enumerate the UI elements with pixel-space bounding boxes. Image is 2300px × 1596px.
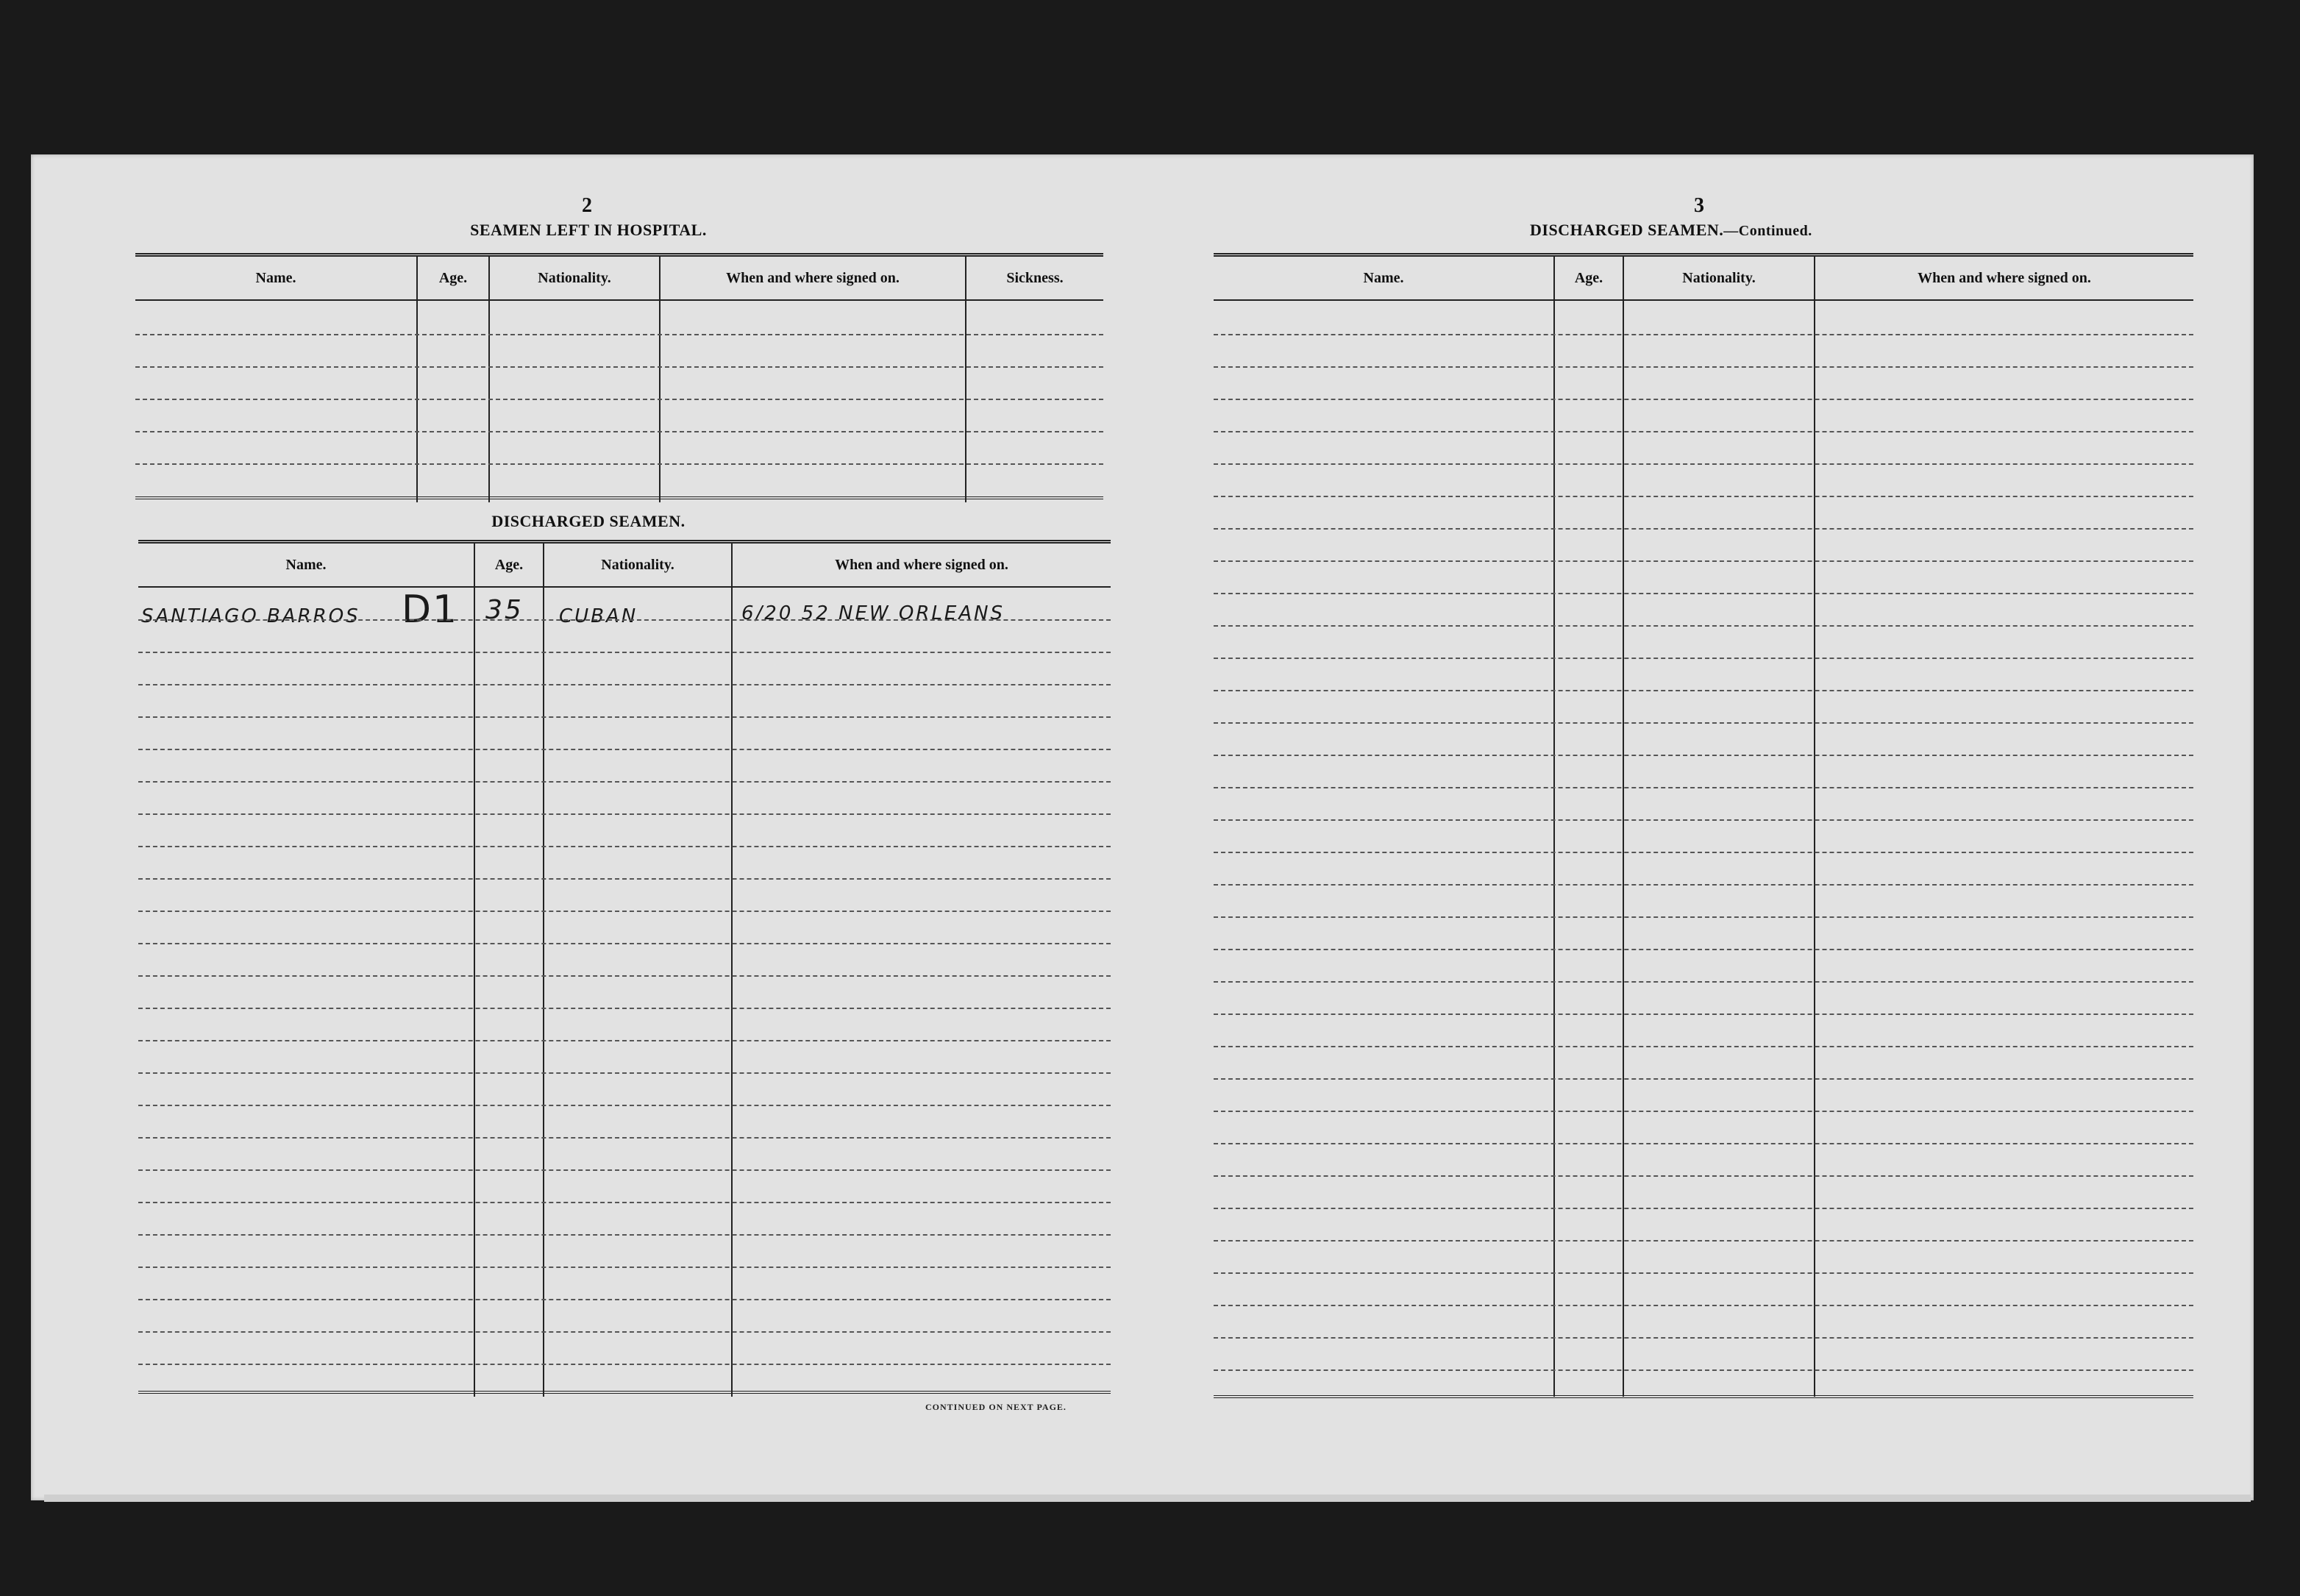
column-header-name: Name. (285, 557, 327, 573)
hospital-table-header (135, 257, 1103, 301)
table-row (1214, 657, 2193, 659)
table-row (1214, 463, 2193, 465)
continued-note: CONTINUED ON NEXT PAGE. (925, 1402, 1067, 1412)
entry-signed-on: 6/20 52 NEW ORLEANS (741, 602, 1005, 624)
column-header-nationality: Nationality. (538, 270, 611, 286)
column-header-nationality: Nationality. (1682, 270, 1756, 286)
table-row (138, 1136, 1111, 1139)
ledger-sheet (31, 154, 2254, 1500)
table-row (138, 1266, 1111, 1268)
column-header-signed-on: When and where signed on. (726, 270, 900, 286)
table-row (138, 1363, 1111, 1365)
table-row (1214, 592, 2193, 594)
entry-mark: D1 (402, 588, 459, 632)
table-row (1214, 1077, 2193, 1080)
table-row (138, 748, 1111, 750)
table-row (1214, 819, 2193, 821)
column-header-age: Age. (1574, 270, 1603, 286)
table-row (138, 1233, 1111, 1236)
table-row (135, 430, 1103, 432)
column-rule (1623, 257, 1624, 1397)
table-row (1214, 689, 2193, 691)
page-number: 3 (1694, 194, 1704, 217)
table-row (1214, 1272, 2193, 1274)
hospital-section-title: SEAMEN LEFT IN HOSPITAL. (470, 221, 707, 239)
table-row (1214, 1013, 2193, 1015)
table-row (138, 845, 1111, 847)
column-rule (731, 544, 733, 1397)
column-header-nationality: Nationality. (601, 557, 674, 573)
table-row (138, 877, 1111, 880)
table-row (1214, 333, 2193, 335)
discharged-continued-header (1214, 257, 2193, 301)
table-row (1214, 786, 2193, 788)
table-row (138, 683, 1111, 685)
table-end-rule (138, 1391, 1111, 1394)
table-row (1214, 883, 2193, 886)
table-row (1214, 1045, 2193, 1047)
discharged-continued-table (1214, 253, 2193, 1404)
entry-nationality: CUBAN (559, 605, 638, 627)
table-end-rule (1214, 1395, 2193, 1398)
table-row (1214, 851, 2193, 853)
table-row (138, 1330, 1111, 1333)
column-rule (474, 544, 475, 1397)
column-header-name: Name. (1363, 270, 1404, 286)
table-row (135, 398, 1103, 400)
table-row (1214, 624, 2193, 627)
table-row (138, 1039, 1111, 1041)
table-row (138, 1104, 1111, 1106)
table-row (138, 651, 1111, 653)
column-header-name: Name. (255, 270, 296, 286)
column-rule (1814, 257, 1815, 1397)
table-row (138, 1072, 1111, 1074)
table-row (1214, 527, 2193, 530)
table-row (138, 910, 1111, 912)
table-row (138, 813, 1111, 815)
table-row (1214, 722, 2193, 724)
table-row (1214, 560, 2193, 562)
column-header-signed-on: When and where signed on. (1918, 270, 2091, 286)
page-number: 2 (582, 194, 592, 217)
column-header-sickness: Sickness. (1006, 270, 1064, 286)
hospital-table (135, 253, 1103, 507)
right-section-title (1530, 221, 1812, 240)
table-row (1214, 1175, 2193, 1177)
table-row (1214, 1239, 2193, 1241)
section-title-suffix: —Continued. (1723, 223, 1812, 239)
table-row (1214, 1110, 2193, 1112)
section-title-main: DISCHARGED SEAMEN. (1530, 221, 1724, 239)
table-row (138, 942, 1111, 944)
column-rule (1553, 257, 1555, 1397)
table-row (1214, 366, 2193, 368)
sheet-edge (44, 1495, 2251, 1502)
table-row (138, 1007, 1111, 1009)
discharged-section-title: DISCHARGED SEAMEN. (491, 512, 686, 530)
table-row (138, 1169, 1111, 1171)
table-row (138, 716, 1111, 718)
table-row (1214, 754, 2193, 756)
table-row (1214, 1369, 2193, 1371)
table-end-rule (135, 496, 1103, 499)
column-rule (488, 257, 490, 502)
table-row (1214, 916, 2193, 918)
table-row (135, 463, 1103, 465)
column-rule (543, 544, 544, 1397)
column-header-age: Age. (494, 557, 524, 573)
table-row (1214, 1207, 2193, 1209)
table-row (1214, 948, 2193, 950)
discharged-table (138, 540, 1111, 1411)
table-row (138, 975, 1111, 977)
table-row (1214, 398, 2193, 400)
entry-name: SANTIAGO BARROS (141, 605, 360, 627)
table-row (1214, 1336, 2193, 1339)
entry-age: 35 (485, 595, 524, 625)
column-header-age: Age. (438, 270, 468, 286)
table-row (1214, 430, 2193, 432)
table-row (138, 619, 1111, 621)
column-rule (965, 257, 966, 502)
table-row (1214, 1142, 2193, 1144)
column-rule (416, 257, 418, 502)
table-row (138, 780, 1111, 783)
table-row (1214, 980, 2193, 983)
column-rule (659, 257, 661, 502)
table-row (138, 1298, 1111, 1300)
table-row (1214, 495, 2193, 497)
table-row (135, 333, 1103, 335)
column-header-signed-on: When and where signed on. (835, 557, 1008, 573)
table-row (138, 1201, 1111, 1203)
table-row (1214, 1304, 2193, 1306)
discharged-table-header (138, 544, 1111, 588)
table-row (135, 366, 1103, 368)
